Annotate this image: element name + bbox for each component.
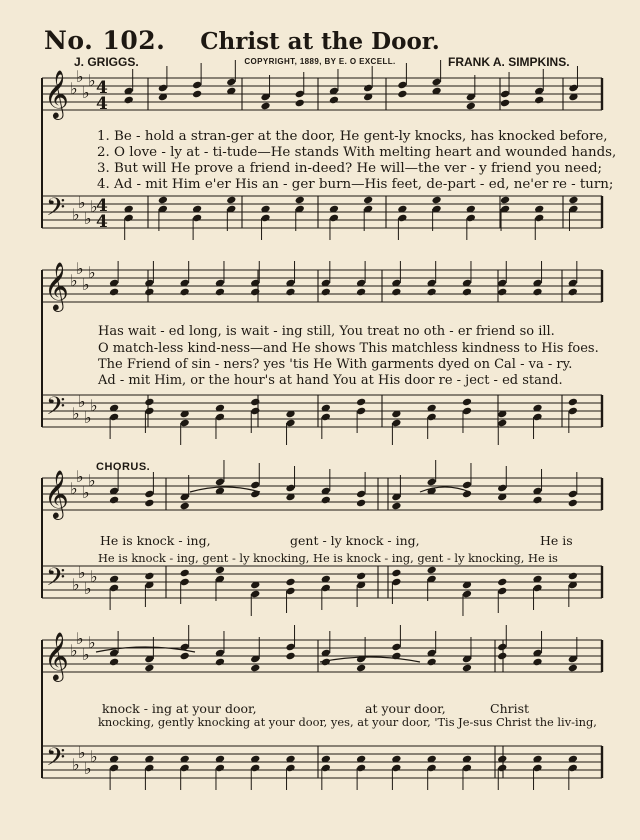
verse-3-line-1: 3. But will He prove a friend in-deed? He will—the ver - y friend you need; bbox=[97, 161, 603, 176]
flat-sign: ♭ bbox=[84, 759, 92, 778]
flat-sign: ♭ bbox=[90, 747, 98, 766]
verse-4-line-2: Ad - mit Him, or the hour's at hand You at His door re - ject - ed stand. bbox=[98, 373, 563, 388]
note-head bbox=[391, 502, 401, 511]
note-head bbox=[295, 196, 305, 205]
note-head bbox=[497, 652, 507, 661]
flat-sign: ♭ bbox=[88, 471, 96, 490]
note-head bbox=[568, 398, 578, 407]
note-head bbox=[321, 496, 331, 505]
hymn-title: Christ at the Door. bbox=[200, 28, 440, 55]
note-head bbox=[215, 658, 225, 667]
flat-sign: ♭ bbox=[78, 392, 86, 411]
treble-clef: 𝄞 bbox=[44, 469, 69, 518]
note-head bbox=[534, 96, 544, 105]
time-sig-top: 4 bbox=[96, 196, 108, 216]
note-head bbox=[329, 96, 339, 105]
note-head bbox=[192, 90, 202, 99]
note-head bbox=[363, 196, 373, 205]
flat-sign: ♭ bbox=[84, 579, 92, 598]
note-head bbox=[109, 496, 119, 505]
flat-sign: ♭ bbox=[72, 205, 80, 224]
verse-4-line-1: 4. Ad - mit Him e'er His an - ger burn—His feet, de-part - ed, ne'er re - turn; bbox=[97, 177, 614, 192]
time-sig-bottom: 4 bbox=[96, 94, 108, 114]
flat-sign: ♭ bbox=[90, 567, 98, 586]
note-head bbox=[180, 288, 190, 297]
bass-clef: 𝄢 bbox=[46, 743, 66, 778]
note-head bbox=[180, 502, 190, 511]
note-head bbox=[427, 658, 437, 667]
flat-sign: ♭ bbox=[90, 197, 98, 216]
flat-sign: ♭ bbox=[76, 629, 84, 648]
note-head bbox=[568, 572, 578, 581]
note-head bbox=[144, 664, 154, 673]
note-head bbox=[532, 288, 542, 297]
treble-clef: 𝄞 bbox=[44, 261, 69, 310]
chorus-treble-lyric-4: knock - ing at your door, bbox=[102, 701, 257, 716]
flat-sign: ♭ bbox=[72, 575, 80, 594]
note-head bbox=[295, 99, 305, 108]
note-head bbox=[466, 102, 476, 111]
note-head bbox=[532, 658, 542, 667]
note-head bbox=[356, 499, 366, 508]
flat-sign: ♭ bbox=[82, 645, 90, 664]
note-head bbox=[250, 664, 260, 673]
music-credit: FRANK A. SIMPKINS. bbox=[448, 55, 570, 69]
note-head bbox=[568, 499, 578, 508]
chorus-treble-lyric-1: He is knock - ing, bbox=[100, 533, 211, 548]
flat-sign: ♭ bbox=[76, 259, 84, 278]
note-head bbox=[391, 288, 401, 297]
note-head bbox=[500, 99, 510, 108]
bass-clef: 𝄢 bbox=[46, 392, 66, 427]
verse-1-line-2: Has wait - ed long, is wait - ing still, You treat no oth - er friend so ill. bbox=[98, 324, 555, 339]
note-head bbox=[109, 288, 119, 297]
flat-sign: ♭ bbox=[84, 408, 92, 427]
slur bbox=[420, 487, 470, 492]
note-head bbox=[144, 288, 154, 297]
flat-sign: ♭ bbox=[76, 67, 84, 86]
note-head bbox=[497, 288, 507, 297]
note-head bbox=[144, 499, 154, 508]
note-head bbox=[427, 288, 437, 297]
note-head bbox=[568, 288, 578, 297]
note-head bbox=[144, 398, 154, 407]
chorus-treble-lyric-6: Christ bbox=[490, 701, 530, 716]
chorus-bass-lyric-2: knocking, gently knocking at your door, yes, at your door, 'Tis Je-sus Christ the liv-ing, bbox=[98, 715, 597, 729]
chorus-treble-lyric-2: gent - ly knock - ing, bbox=[290, 533, 420, 548]
note-head bbox=[285, 288, 295, 297]
note-head bbox=[356, 398, 366, 407]
note-head bbox=[568, 196, 578, 205]
flat-sign: ♭ bbox=[78, 193, 86, 212]
verse-3-line-2: The Friend of sin - ners? yes 'tis He With garments dyed on Cal - va - ry. bbox=[98, 357, 573, 372]
verse-2-line-2: O match-less kind-ness—and He shows This matchless kindness to His foes. bbox=[98, 341, 599, 356]
note-head bbox=[158, 196, 168, 205]
flat-sign: ♭ bbox=[76, 467, 84, 486]
hymn-number: No. 102. bbox=[44, 26, 166, 55]
flat-sign: ♭ bbox=[90, 396, 98, 415]
note-head bbox=[397, 90, 407, 99]
note-head bbox=[250, 398, 260, 407]
note-head bbox=[462, 288, 472, 297]
flat-sign: ♭ bbox=[82, 483, 90, 502]
chorus-bass-lyric-1: He is knock - ing, gent - ly knocking, He is knock - ing, gent - ly knocking, He is bbox=[98, 551, 558, 565]
chorus-label: CHORUS. bbox=[96, 461, 151, 473]
flat-sign: ♭ bbox=[78, 743, 86, 762]
note-head bbox=[321, 288, 331, 297]
note-head bbox=[462, 664, 472, 673]
note-head bbox=[109, 658, 119, 667]
copyright-notice: COPYRIGHT, 1889, BY E. O EXCELL. bbox=[244, 57, 396, 66]
note-head bbox=[215, 566, 225, 575]
flat-sign: ♭ bbox=[72, 404, 80, 423]
note-head bbox=[532, 496, 542, 505]
note-head bbox=[432, 196, 442, 205]
bass-clef: 𝄢 bbox=[46, 193, 66, 228]
note-head bbox=[356, 664, 366, 673]
words-credit: J. GRIGGS. bbox=[74, 55, 139, 69]
slur bbox=[320, 657, 420, 662]
note-head bbox=[180, 652, 190, 661]
note-head bbox=[226, 196, 236, 205]
flat-sign: ♭ bbox=[70, 641, 78, 660]
flat-sign: ♭ bbox=[78, 563, 86, 582]
note-head bbox=[285, 652, 295, 661]
note-head bbox=[356, 572, 366, 581]
note-head bbox=[391, 569, 401, 578]
flat-sign: ♭ bbox=[82, 83, 90, 102]
note-head bbox=[144, 572, 154, 581]
note-head bbox=[250, 288, 260, 297]
treble-clef: 𝄞 bbox=[44, 69, 69, 118]
flat-sign: ♭ bbox=[88, 71, 96, 90]
chorus-treble-lyric-3: He is bbox=[540, 533, 573, 548]
flat-sign: ♭ bbox=[88, 263, 96, 282]
note-head bbox=[180, 569, 190, 578]
chorus-treble-lyric-5: at your door, bbox=[365, 701, 446, 716]
verse-1-line-1: 1. Be - hold a stran-ger at the door, He gent-ly knocks, has knocked before, bbox=[97, 129, 608, 144]
note-head bbox=[285, 578, 295, 587]
note-head bbox=[497, 578, 507, 587]
flat-sign: ♭ bbox=[88, 633, 96, 652]
note-head bbox=[500, 196, 510, 205]
note-head bbox=[356, 288, 366, 297]
slur bbox=[190, 487, 260, 492]
flat-sign: ♭ bbox=[82, 275, 90, 294]
note-head bbox=[124, 96, 134, 105]
bass-clef: 𝄢 bbox=[46, 563, 66, 598]
flat-sign: ♭ bbox=[70, 79, 78, 98]
time-sig-top: 4 bbox=[96, 78, 108, 98]
verse-2-line-1: 2. O love - ly at - ti-tude—He stands With melting heart and wounded hands, bbox=[97, 145, 617, 160]
flat-sign: ♭ bbox=[70, 271, 78, 290]
flat-sign: ♭ bbox=[70, 479, 78, 498]
note-head bbox=[260, 102, 270, 111]
note-head bbox=[215, 288, 225, 297]
note-head bbox=[462, 398, 472, 407]
time-sig-bottom: 4 bbox=[96, 212, 108, 232]
note-head bbox=[427, 566, 437, 575]
treble-clef: 𝄞 bbox=[44, 631, 69, 680]
flat-sign: ♭ bbox=[84, 209, 92, 228]
note-head bbox=[568, 664, 578, 673]
flat-sign: ♭ bbox=[72, 755, 80, 774]
